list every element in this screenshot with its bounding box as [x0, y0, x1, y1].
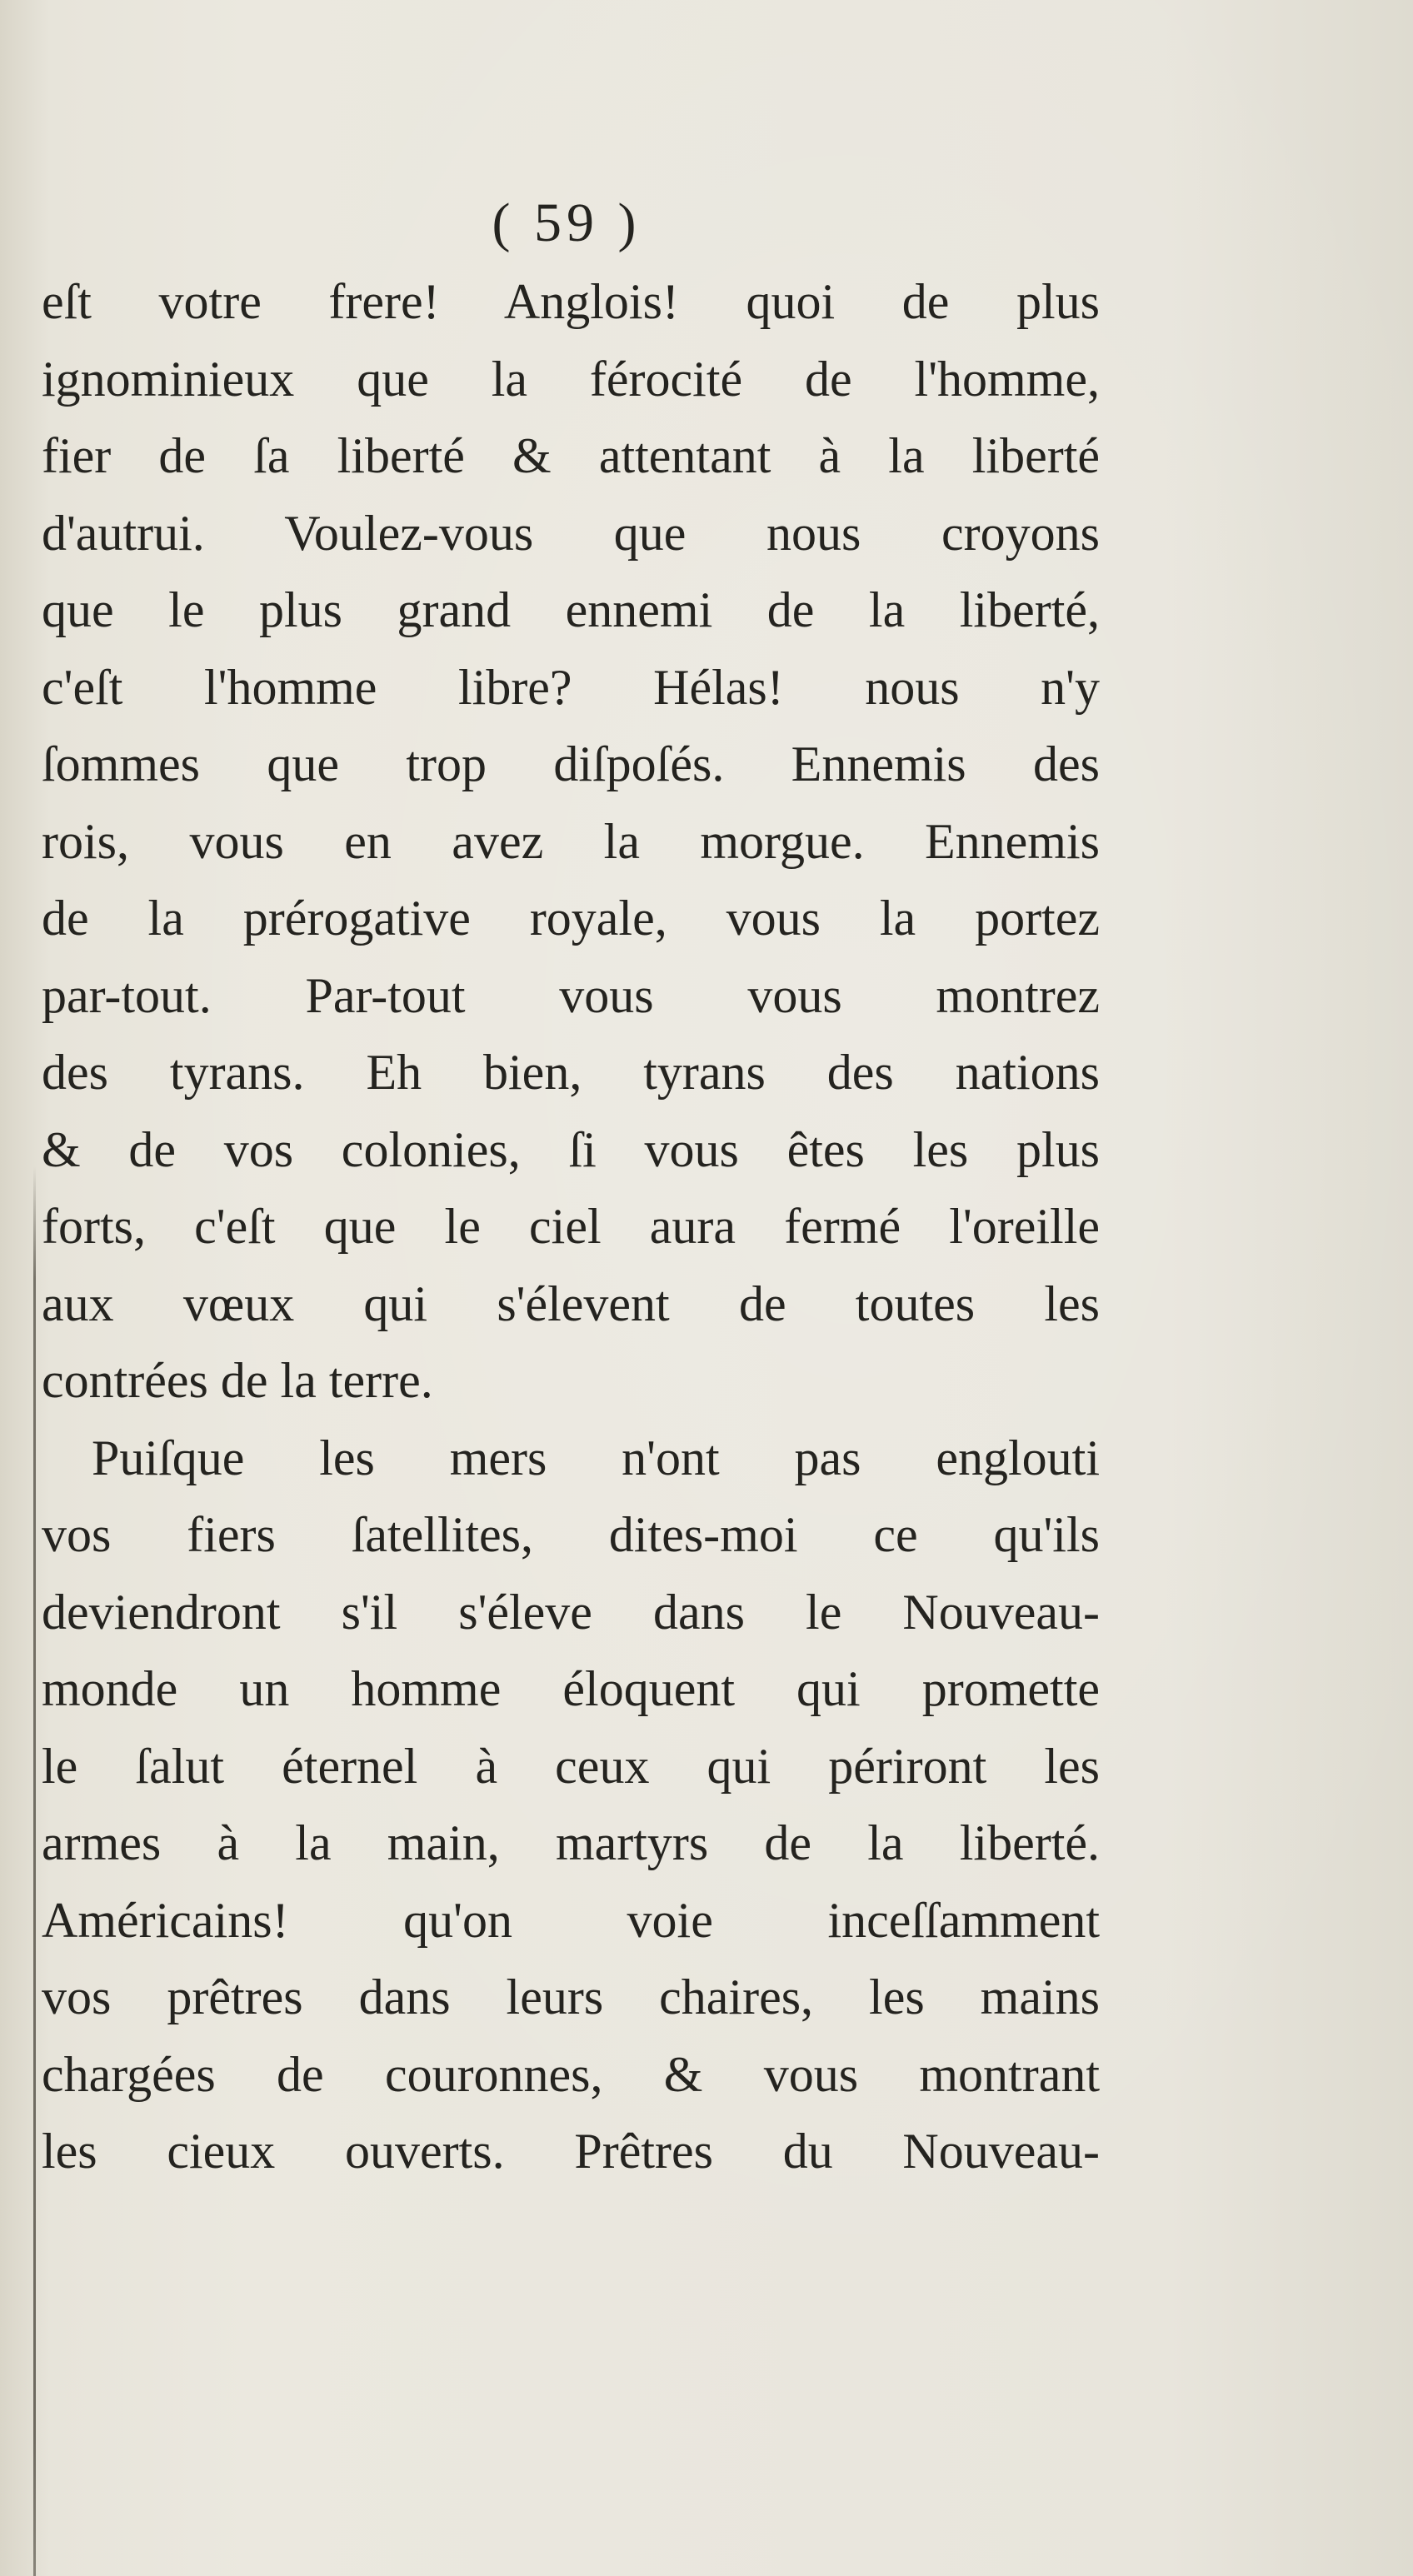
text-line: eſt votre frere! Anglois! quoi de plus — [42, 274, 1100, 329]
text-line: le ſalut éternel à ceux qui périront les — [42, 1738, 1100, 1794]
text-line: par-tout. Par-tout vous vous montrez — [42, 967, 1100, 1023]
text-line: aux vœux qui s'élevent de toutes les — [42, 1276, 1100, 1331]
text-line: rois, vous en avez la morgue. Ennemis — [42, 813, 1100, 869]
text-line: & de vos colonies, ſi vous êtes les plus — [42, 1121, 1100, 1177]
text-line: Américains! qu'on voie inceſſamment — [42, 1892, 1100, 1948]
text-line: que le plus grand ennemi de la liberté, — [42, 582, 1100, 637]
page-number: ( 59 ) — [492, 192, 642, 253]
page-gutter-edge — [33, 1166, 36, 2576]
text-line: contrées de la terre. — [42, 1353, 433, 1408]
text-line: fier de ſa liberté & attentant à la liberté — [42, 428, 1100, 483]
text-line: vos prêtres dans leurs chaires, les mains — [42, 1969, 1100, 2024]
paragraph-2 — [42, 1420, 1100, 2190]
text-line: les cieux ouverts. Prêtres du Nouveau- — [42, 2124, 1100, 2179]
text-line: des tyrans. Eh bien, tyrans des nations — [42, 1045, 1100, 1100]
text-line: Puiſque les mers n'ont pas englouti — [92, 1430, 1100, 1485]
text-line: monde un homme éloquent qui promette — [42, 1661, 1100, 1716]
text-line: vos fiers ſatellites, dites-moi ce qu'ils — [42, 1507, 1100, 1562]
body-text — [42, 263, 1100, 2190]
text-line: de la prérogative royale, vous la portez — [42, 891, 1100, 946]
text-line: forts, c'eſt que le ciel aura fermé l'oreille — [42, 1199, 1100, 1254]
text-line: ignominieux que la férocité de l'homme, — [42, 351, 1100, 407]
text-line: chargées de couronnes, & vous montrant — [42, 2046, 1100, 2102]
text-line: armes à la main, martyrs de la liberté. — [42, 1815, 1100, 1870]
text-line: d'autrui. Voulez-vous que nous croyons — [42, 505, 1100, 561]
text-line: deviendront s'il s'éleve dans le Nouveau- — [42, 1584, 1100, 1640]
paragraph-1 — [42, 263, 1100, 1420]
text-line: ſommes que trop diſpoſés. Ennemis des — [42, 736, 1100, 791]
text-line: c'eſt l'homme libre? Hélas! nous n'y — [42, 659, 1100, 715]
